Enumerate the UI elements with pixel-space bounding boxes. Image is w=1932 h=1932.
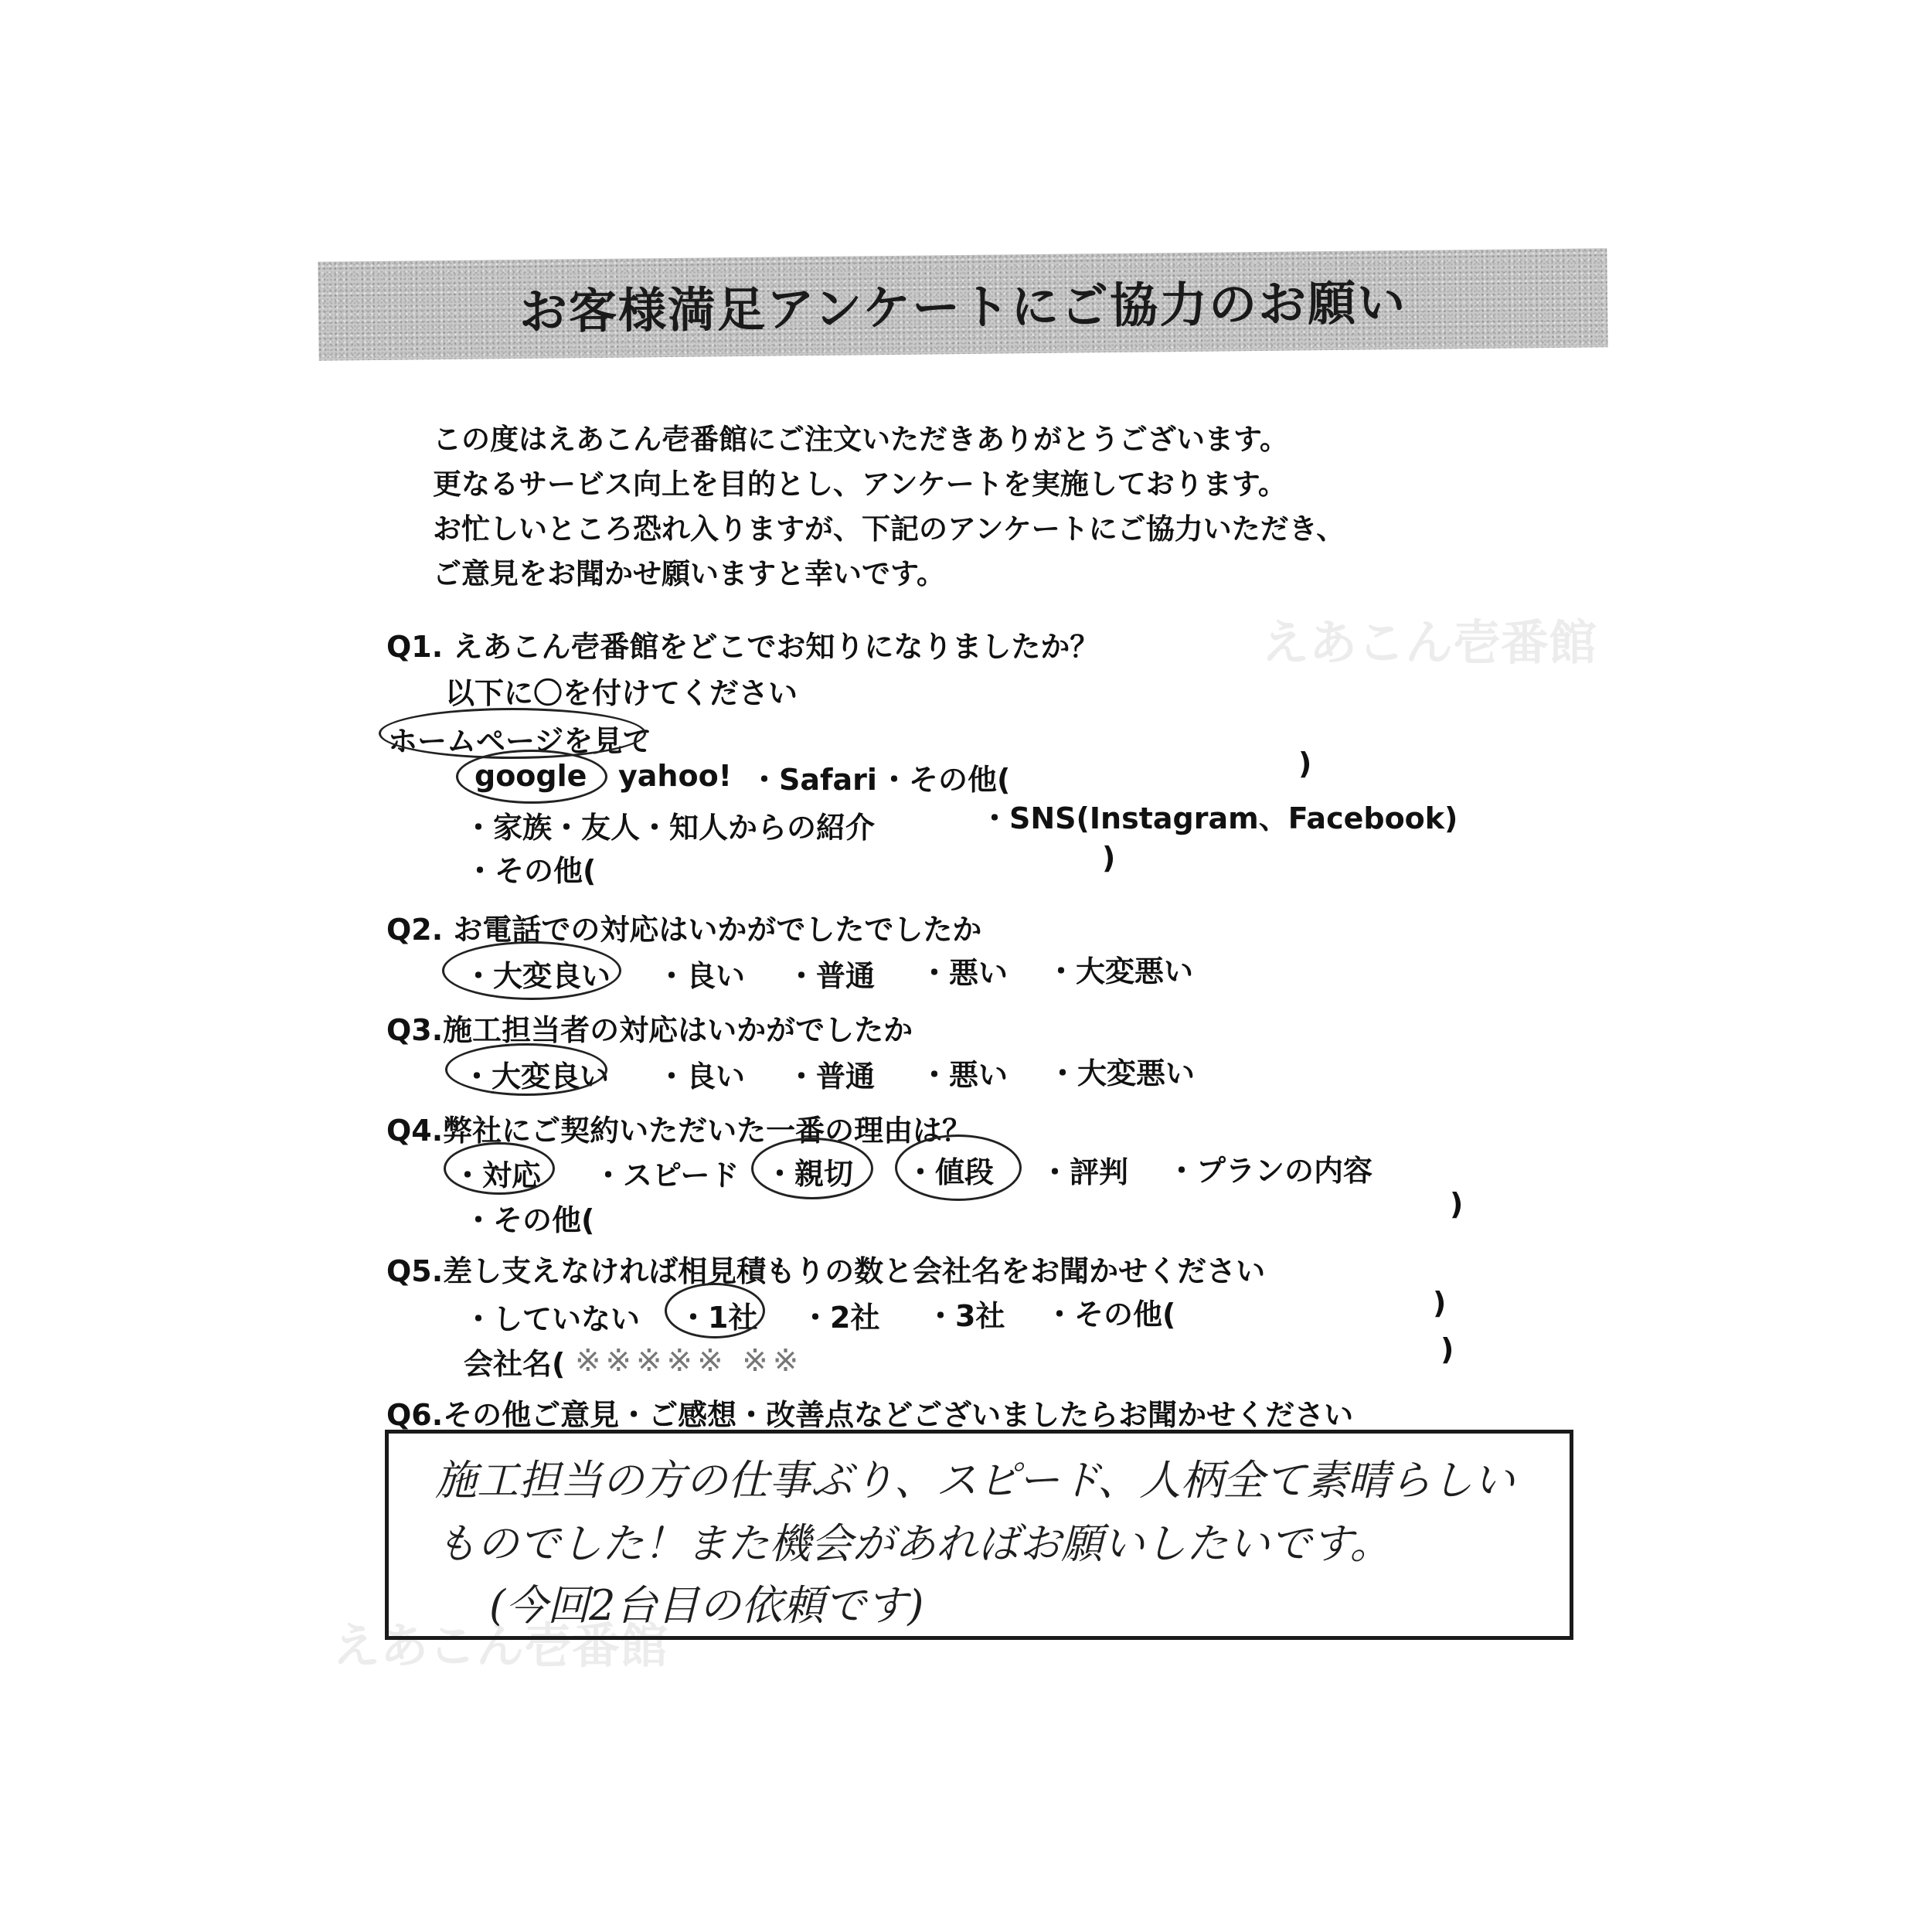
q6-answer-line-2: ものでした！また機会があればお願いしたいです。	[435, 1519, 1392, 1568]
q2-option-very-bad[interactable]: ・大変悪い	[1046, 954, 1194, 988]
q3-selected-circle-mark	[445, 1043, 610, 1096]
q4-option-response[interactable]: ・対応	[453, 1158, 542, 1192]
q1-option-yahoo[interactable]: yahoo!	[618, 759, 733, 793]
q3-option-bad[interactable]: ・悪い	[920, 1058, 1009, 1092]
q4-price-circle-mark	[895, 1134, 1022, 1201]
q6-answer-box[interactable]	[385, 1430, 1573, 1640]
header-banner	[318, 248, 1607, 360]
q4-option-speed[interactable]: ・スピード	[594, 1158, 740, 1192]
q4-other-close: )	[1450, 1187, 1464, 1221]
q5-option-one[interactable]: ・1社	[679, 1301, 758, 1335]
q2-option-good[interactable]: ・良い	[657, 959, 746, 993]
page-title: お客様満足アンケートにご協力のお願い	[519, 274, 1407, 341]
q1-other-close: )	[1102, 841, 1116, 875]
q5-option-other[interactable]: ・その他(	[1045, 1298, 1176, 1332]
q4-option-other[interactable]: ・その他(	[464, 1203, 595, 1237]
q5-option-none[interactable]: ・していない	[464, 1302, 641, 1336]
q4-option-kindness[interactable]: ・親切	[765, 1157, 854, 1191]
q5-selected-circle-mark	[665, 1283, 765, 1338]
q5-company-close: )	[1440, 1332, 1454, 1366]
q1-google-circle-mark	[456, 750, 607, 804]
q2-option-normal[interactable]: ・普通	[787, 959, 876, 993]
q3-option-normal[interactable]: ・普通	[787, 1060, 876, 1094]
q5-company-masked-value: ※※※※※ ※※	[575, 1343, 804, 1379]
q1-hp-other-close: )	[1298, 747, 1312, 781]
q4-option-reputation[interactable]: ・評判	[1040, 1155, 1129, 1189]
q1-option-safari[interactable]: ・Safari	[750, 763, 877, 797]
q6-answer-line-3: (今回2台目の依頼です)	[489, 1581, 924, 1630]
q5-option-two[interactable]: ・2社	[801, 1301, 880, 1335]
q4-response-circle-mark	[444, 1142, 555, 1195]
intro-line-4: ご意見をお聞かせ願いますと幸いです。	[433, 557, 946, 590]
intro-line-2: 更なるサービス向上を目的とし、アンケートを実施しております。	[433, 468, 1287, 501]
q5-question: Q5.差し支えなければ相見積もりの数と会社名をお聞かせください	[386, 1254, 1266, 1288]
intro-line-3: お忙しいところ恐れ入りますが、下記のアンケートにご協力いただき、	[433, 512, 1345, 546]
watermark-text: えあこん壱番館	[1261, 614, 1597, 671]
q2-question: Q2. お電話での対応はいかがでしたでしたか	[386, 913, 982, 947]
q6-question: Q6.その他ご意見・ご感想・改善点などございましたらお聞かせください	[386, 1398, 1354, 1432]
q1-question: Q1. えあこん壱番館をどこでお知りになりましたか？	[386, 630, 1100, 664]
watermark-text-2: えあこん壱番館	[332, 1617, 668, 1674]
q4-kindness-circle-mark	[751, 1138, 873, 1199]
q5-option-three[interactable]: ・3社	[926, 1299, 1005, 1333]
q4-option-plan[interactable]: ・プランの内容	[1167, 1154, 1373, 1188]
q1-option-google[interactable]: google	[474, 759, 587, 793]
q1-option-other[interactable]: ・その他(	[465, 854, 597, 888]
q3-question: Q3.施工担当者の対応はいかがでしたか	[386, 1013, 913, 1047]
q5-company-label: 会社名(	[464, 1347, 566, 1381]
q2-selected-circle-mark	[442, 941, 621, 1000]
q3-option-very-good[interactable]: ・大変良い	[462, 1060, 610, 1094]
q2-option-very-good[interactable]: ・大変良い	[464, 959, 611, 993]
q1-homepage-label: ホームページを見て	[388, 724, 652, 758]
q2-option-bad[interactable]: ・悪い	[920, 956, 1009, 990]
intro-line-1: この度はえあこん壱番館にご注文いただきありがとうございます。	[433, 423, 1289, 456]
q6-answer-line-1: 施工担当の方の仕事ぶり、スピード、人柄全て素晴らしい	[435, 1456, 1515, 1505]
q5-other-close: )	[1433, 1286, 1447, 1320]
q4-question: Q4.弊社にご契約いただいた一番の理由は？	[386, 1114, 972, 1148]
q1-option-family[interactable]: ・家族・友人・知人からの紹介	[464, 811, 876, 845]
q3-option-very-bad[interactable]: ・大変悪い	[1048, 1056, 1196, 1090]
q1-instruction: 以下に〇を付けてください	[445, 676, 798, 710]
q1-option-sns[interactable]: ・SNS(Instagram、Facebook)	[980, 801, 1458, 835]
q1-option-hp-other[interactable]: ・その他(	[879, 763, 1011, 797]
q4-option-price[interactable]: ・値段	[906, 1155, 995, 1189]
q3-option-good[interactable]: ・良い	[657, 1060, 746, 1094]
